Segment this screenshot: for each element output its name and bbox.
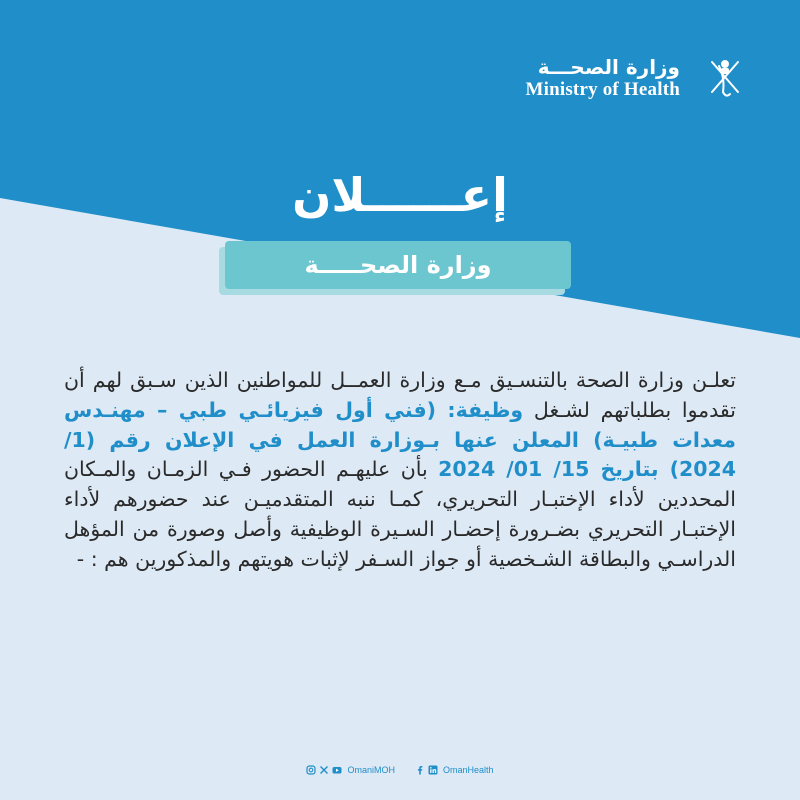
facebook-icon[interactable]: [415, 765, 425, 775]
instagram-icon[interactable]: [306, 765, 316, 775]
ministry-logo: [525, 42, 760, 114]
logo-english-name: Ministry of Health: [525, 79, 680, 100]
body-job-highlight: وظيفة: (فني أول فيزيائـي طبي – مهنـدس معدات طبيـة) المعلن عنها بـوزارة العمل في الإعلان رقم (1/ 2024) بتاريخ 15/ 01/ 2024: [64, 397, 737, 482]
body-details: بأن عليهـم الحضور فـي الزمـان والمـكان المحددين لأداء الإختبـار التحريري، كمـا ننبه المتقدميـن عند حضورهم لأداء الإختبـار التحريري بضـرورة إحضـار السـيرة الوظيفية وأصل وصورة من المؤهل الدراسـي والبطاقة الشـخصية أو جواز السـفر لإثبات هويتهم والمذكورين هم : -: [64, 457, 736, 571]
logo-text: [525, 55, 680, 101]
subtitle-banner: [225, 241, 571, 289]
youtube-icon[interactable]: [332, 765, 342, 775]
oman-khanjar-emblem-icon: [688, 42, 760, 114]
logo-arabic-name: وزارة الصحـــة: [537, 55, 680, 79]
handle-omanhealth[interactable]: OmanHealth: [442, 765, 494, 775]
announcement-title: إعــــــلان: [292, 168, 508, 222]
announcement-body: [64, 366, 736, 575]
body-intro: تعلـن وزارة الصحة بالتنسـيق مـع وزارة العمــل للمواطنين الذين سـبق لهم أن تقدموا بطلباتهم لشـغل: [64, 368, 736, 422]
subtitle-text: وزارة الصحـــــة: [304, 251, 492, 279]
x-icon[interactable]: [319, 765, 329, 775]
linkedin-icon[interactable]: [428, 765, 438, 775]
social-footer: [0, 765, 800, 775]
social-group-omanimoh: [306, 765, 395, 775]
handle-omanimoh[interactable]: OmaniMOH: [347, 765, 395, 775]
social-group-omanhealth: [415, 765, 494, 775]
